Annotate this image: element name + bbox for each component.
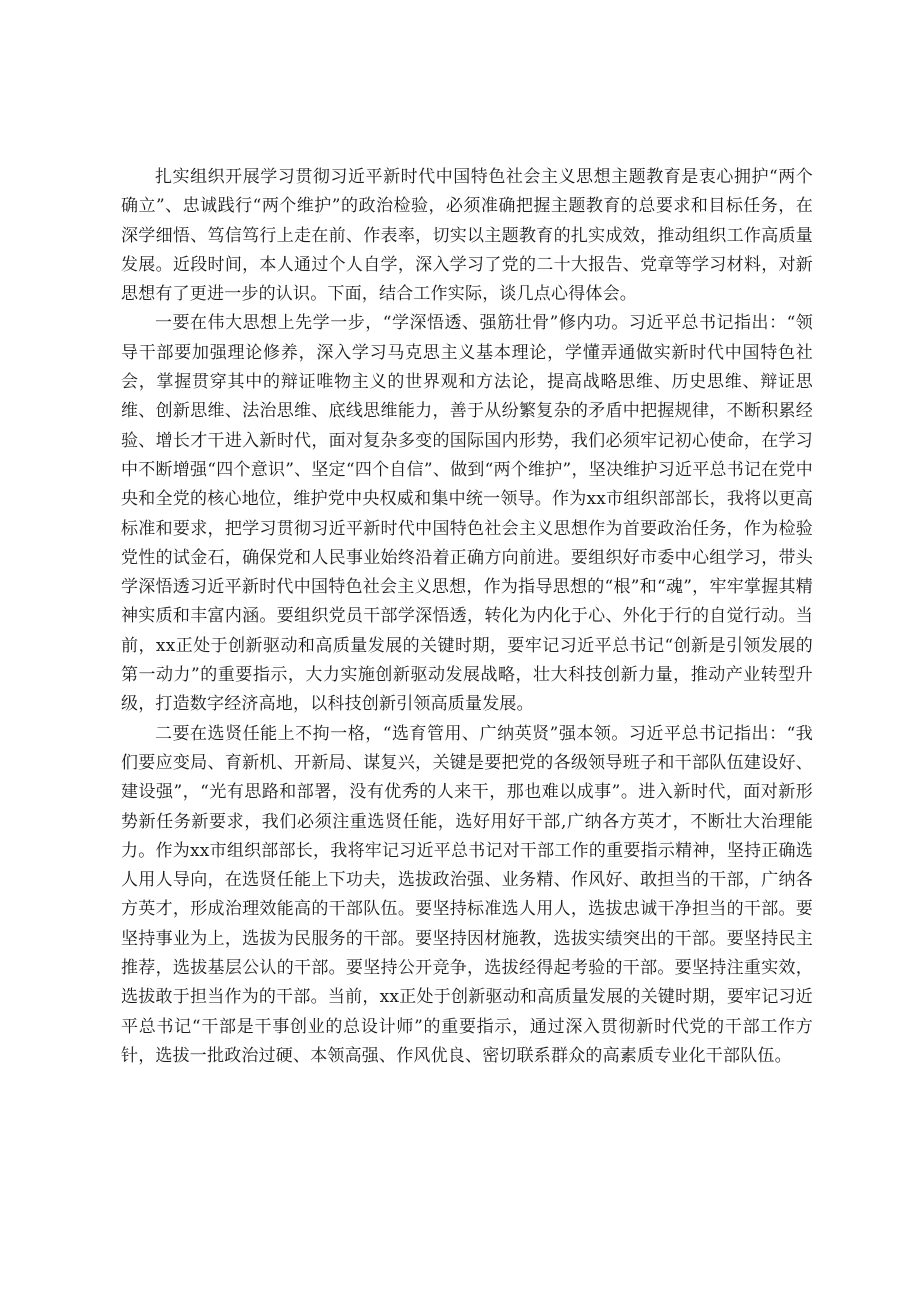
paragraph-point-two: 二要在选贤任能上不拘一格，“选育管用、广纳英贤”强本领。习近平总书记指出：“我们要应变局、育新机、开新局、谋复兴，关键是要把党的各级领导班子和干部队伍建设好、建设强”，“光有思路和部署，没有优秀的人来干，那也难以成事”。进入新时代，面对新形势新任务新要求，我们必须注重选贤任能，选好用好干部,广纳各方英才，不断壮大治理能力。作为xx市组织部部长，我将牢记习近平总书记对干部工作的重要指示精神，坚持正确选人用人导向，在选贤任能上下功夫，选拔政治强、业务精、作风好、敢担当的干部，广纳各方英才，形成治理效能高的干部队伍。要坚持标准选人用人，选拔忠诚干净担当的干部。要坚持事业为上，选拔为民服务的干部。要坚持因材施教，选拔实绩突出的干部。要坚持民主推荐，选拔基层公认的干部。要坚持公开竞争，选拔经得起考验的干部。要坚持注重实效，选拔敢于担当作为的干部。当前，xx正处于创新驱动和高质量发展的关键时期，要牢记习近平总书记“干部是干事创业的总设计师”的重要指示，通过深入贯彻新时代党的干部工作方针，选拔一批政治过硬、本领高强、作风优良、密切联系群众的高素质专业化干部队伍。	[121, 723, 813, 1066]
paragraph-intro: 扎实组织开展学习贯彻习近平新时代中国特色社会主义思想主题教育是衷心拥护“两个确立”、忠诚践行“两个维护”的政治检验，必须准确把握主题教育的总要求和目标任务，在深学细悟、笃信笃行上走在前、作表率，切实以主题教育的扎实成效，推动组织工作高质量发展。近段时间，本人通过个人自学，深入学习了党的二十大报告、党章等学习材料，对新思想有了更进一步的认识。下面，结合工作实际，谈几点心得体会。	[121, 167, 813, 305]
paragraph-point-one: 一要在伟大思想上先学一步，“学深悟透、强筋壮骨”修内功。习近平总书记指出：“领导干部要加强理论修养，深入学习马克思主义基本理论，学懂弄通做实新时代中国特色社会，掌握贯穿其中的辩证唯物主义的世界观和方法论，提高战略思维、历史思维、辩证思维、创新思维、法治思维、底线思维能力，善于从纷繁复杂的矛盾中把握规律，不断积累经验、增长才干进入新时代，面对复杂多变的国际国内形势，我们必须牢记初心使命，在学习中不断增强“四个意识”、坚定“四个自信”、做到“两个维护”，坚决维护习近平总书记在党中央和全党的核心地位，维护党中央权威和集中统一领导。作为xx市组织部部长，我将以更高标准和要求，把学习贯彻习近平新时代中国特色社会主义思想作为首要政治任务，作为检验党性的试金石，确保党和人民事业始终沿着正确方向前进。要组织好市委中心组学习，带头学深悟透习近平新时代中国特色社会主义思想，作为指导思想的“根”和“魂”，牢牢掌握其精神实质和丰富内涵。要组织党员干部学深悟透，转化为内化于心、外化于行的自觉行动。当前，xx正处于创新驱动和高质量发展的关键时期，要牢记习近平总书记“创新是引领发展的第一动力”的重要指示，大力实施创新驱动发展战略，壮大科技创新力量，推动产业转型升级，打造数字经济高地，以科技创新引领高质量发展。	[121, 313, 813, 715]
document-body	[121, 163, 813, 1071]
